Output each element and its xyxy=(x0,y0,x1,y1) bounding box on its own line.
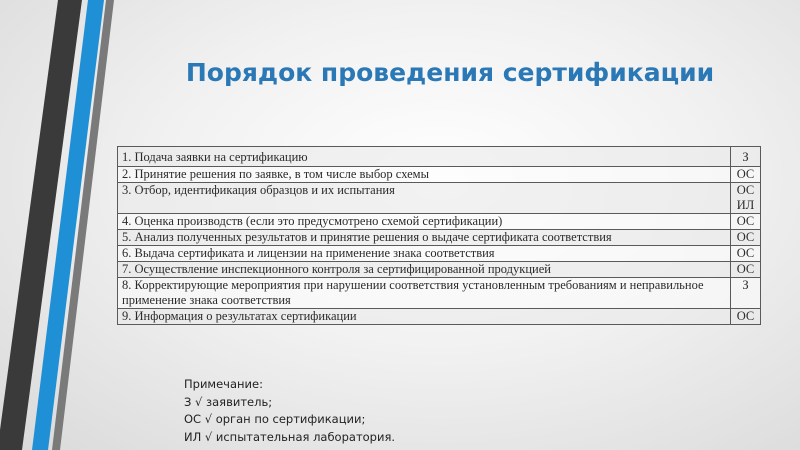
responsible-code: ОС xyxy=(736,262,755,276)
responsible-code: ОС xyxy=(736,214,755,228)
certification-steps-table xyxy=(117,146,761,325)
table-row xyxy=(118,230,761,246)
responsible-code: З xyxy=(742,278,749,292)
note-line: З √ заявитель; xyxy=(184,394,273,409)
table-body xyxy=(118,147,761,325)
table-row xyxy=(118,262,761,278)
legend-note xyxy=(184,376,395,446)
responsible-code: ОС xyxy=(736,246,755,260)
step-cell: 3. Отбор, идентификация образцов и их испытания xyxy=(118,183,731,214)
decorative-stripes xyxy=(0,0,120,450)
step-cell: 8. Корректирующие мероприятия при нарушении соответствия установленным требованиям и неправильное применение знака соответствия xyxy=(118,278,731,309)
responsible-cell xyxy=(731,183,761,214)
responsible-code: ОС xyxy=(736,230,755,244)
responsible-code: ИЛ xyxy=(736,198,755,212)
responsible-cell xyxy=(731,230,761,246)
responsible-code: З xyxy=(742,150,749,164)
responsible-code: ОС xyxy=(736,167,755,181)
responsible-cell xyxy=(731,214,761,230)
table-row xyxy=(118,278,761,309)
responsible-cell xyxy=(731,309,761,325)
step-cell: 5. Анализ полученных результатов и принятие решения о выдаче сертификата соответствия xyxy=(118,230,731,246)
step-cell: 9. Информация о результатах сертификации xyxy=(118,309,731,325)
page-title: Порядок проведения сертификации xyxy=(185,58,715,87)
table-row xyxy=(118,309,761,325)
responsible-cell xyxy=(731,278,761,309)
responsible-code: ОС xyxy=(736,309,755,323)
responsible-code: ОС xyxy=(736,183,755,197)
step-cell: 2. Принятие решения по заявке, в том числе выбор схемы xyxy=(118,167,731,183)
step-cell: 6. Выдача сертификата и лицензии на применение знака соответствия xyxy=(118,246,731,262)
note-line: ИЛ √ испытательная лаборатория. xyxy=(184,429,396,444)
step-cell: 4. Оценка производств (если это предусмотрено схемой сертификации) xyxy=(118,214,731,230)
note-line: ОС √ орган по сертификации; xyxy=(184,412,366,426)
step-cell: 1. Подача заявки на сертификацию xyxy=(118,147,731,167)
table-row xyxy=(118,183,761,214)
table-row xyxy=(118,167,761,183)
responsible-cell xyxy=(731,262,761,278)
table-row xyxy=(118,214,761,230)
step-cell: 7. Осуществление инспекционного контроля за сертифицированной продукцией xyxy=(118,262,731,278)
table-row xyxy=(118,147,761,167)
note-heading: Примечание: xyxy=(184,377,263,391)
responsible-cell xyxy=(731,147,761,167)
table-row xyxy=(118,246,761,262)
responsible-cell xyxy=(731,167,761,183)
responsible-cell xyxy=(731,246,761,262)
